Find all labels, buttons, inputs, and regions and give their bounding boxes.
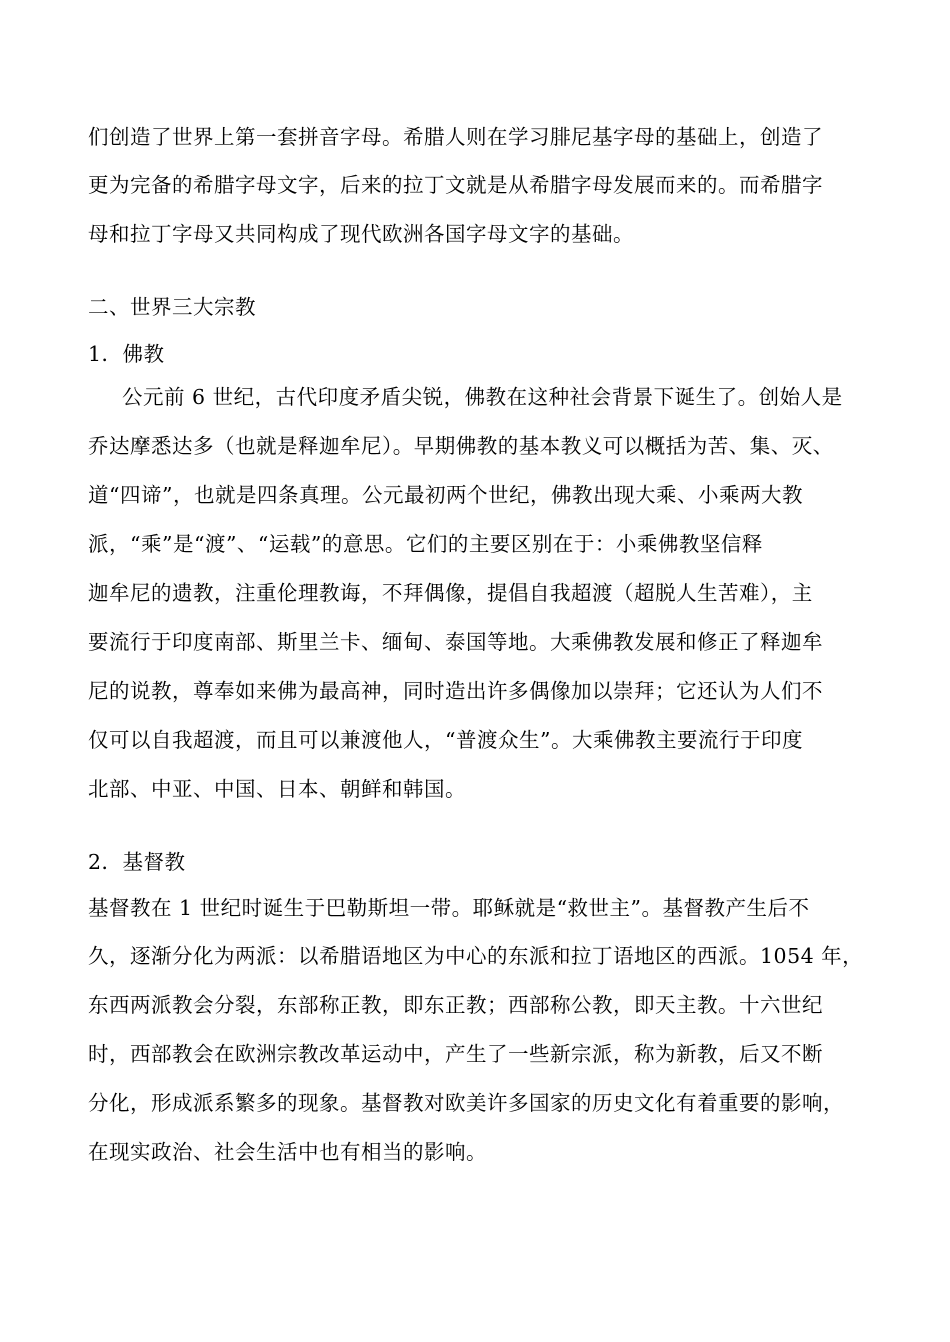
buddhism-line-5: 迦牟尼的遗教，注重伦理教诲，不拜偶像，提倡自我超渡（超脱人生苦难），主: [88, 581, 813, 605]
buddhism-line-4: 派，“乘”是“渡”、“运载”的意思。它们的主要区别在于：小乘佛教坚信释: [88, 532, 763, 556]
intro-line-1: 们创造了世界上第一套拼音字母。希腊人则在学习腓尼基字母的基础上，创造了: [88, 125, 823, 149]
christianity-line-2: 久，逐渐分化为两派：以希腊语地区为中心的东派和拉丁语地区的西派。1054 年，: [88, 944, 864, 968]
section-heading: 二、世界三大宗教: [88, 295, 256, 319]
christianity-line-3: 东西两派教会分裂，东部称正教，即东正教；西部称公教，即天主教。十六世纪: [88, 993, 823, 1017]
buddhism-heading: 1．佛教: [88, 342, 165, 366]
christianity-line-4: 时，西部教会在欧洲宗教改革运动中，产生了一些新宗派，称为新教，后又不断: [88, 1042, 823, 1066]
buddhism-line-7: 尼的说教，尊奉如来佛为最高神，同时造出许多偶像加以崇拜；它还认为人们不: [88, 679, 823, 703]
christianity-line-5: 分化，形成派系繁多的现象。基督教对欧美许多国家的历史文化有着重要的影响，: [88, 1091, 844, 1115]
christianity-line-6: 在现实政治、社会生活中也有相当的影响。: [88, 1140, 487, 1164]
buddhism-line-9: 北部、中亚、中国、日本、朝鲜和韩国。: [88, 777, 466, 801]
intro-line-3: 母和拉丁字母又共同构成了现代欧洲各国字母文字的基础。: [88, 222, 634, 246]
buddhism-line-6: 要流行于印度南部、斯里兰卡、缅甸、泰国等地。大乘佛教发展和修正了释迦牟: [88, 630, 823, 654]
christianity-line-1: 基督教在 1 世纪时诞生于巴勒斯坦一带。耶稣就是“救世主”。基督教产生后不: [88, 896, 810, 920]
intro-line-2: 更为完备的希腊字母文字，后来的拉丁文就是从希腊字母发展而来的。而希腊字: [88, 173, 823, 197]
christianity-heading: 2．基督教: [88, 850, 186, 874]
buddhism-line-8: 仅可以自我超渡，而且可以兼渡他人，“普渡众生”。大乘佛教主要流行于印度: [88, 728, 803, 752]
buddhism-line-2: 乔达摩悉达多（也就是释迦牟尼）。早期佛教的基本教义可以概括为苦、集、灭、: [88, 434, 834, 458]
buddhism-line-3: 道“四谛”，也就是四条真理。公元最初两个世纪，佛教出现大乘、小乘两大教: [88, 483, 803, 507]
buddhism-line-1: 公元前 6 世纪，古代印度矛盾尖锐，佛教在这种社会背景下诞生了。创始人是: [122, 385, 843, 409]
